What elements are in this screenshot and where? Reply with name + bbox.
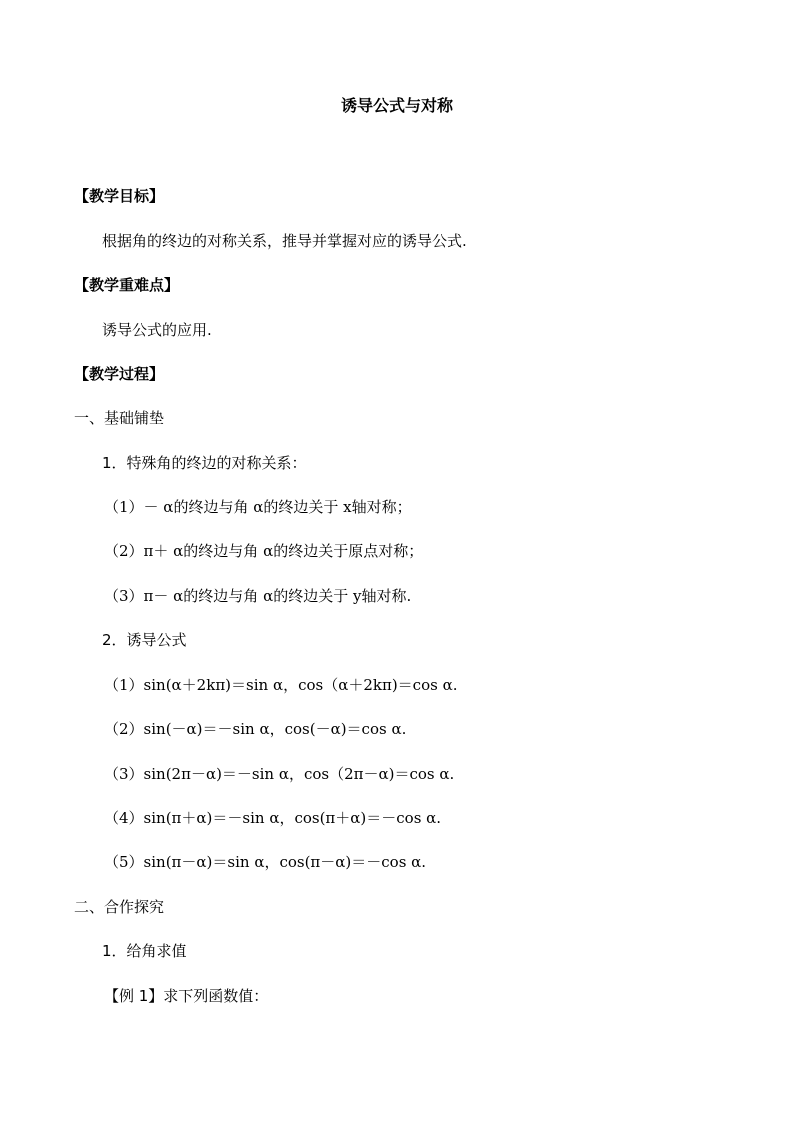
formula-5: （5）sin(π－α)＝sin α，cos(π－α)＝－cos α. bbox=[104, 853, 427, 871]
process-heading: 【教学过程】 bbox=[74, 365, 165, 383]
keypoints-heading: 【教学重难点】 bbox=[74, 276, 180, 294]
objectives-text: 根据角的终边的对称关系，推导并掌握对应的诱导公式. bbox=[102, 232, 467, 250]
part1-item2: 2．诱导公式 bbox=[102, 631, 187, 649]
part1-item1: 1．特殊角的终边的对称关系： bbox=[102, 454, 307, 472]
page-title: 诱导公式与对称 bbox=[340, 96, 453, 115]
formula-4: （4）sin(π＋α)＝－sin α，cos(π＋α)＝－cos α. bbox=[104, 809, 442, 827]
symmetry-line-2: （2）π＋ α的终边与角 α的终边关于原点对称； bbox=[104, 542, 424, 560]
keypoints-text: 诱导公式的应用. bbox=[102, 321, 212, 339]
part1-heading: 一、基础铺垫 bbox=[74, 409, 165, 427]
part2-item1: 1．给角求值 bbox=[102, 942, 187, 960]
symmetry-line-3: （3）π－ α的终边与角 α的终边关于 y轴对称. bbox=[104, 587, 412, 605]
objectives-heading: 【教学目标】 bbox=[74, 187, 165, 205]
formula-2: （2）sin(－α)＝－sin α，cos(－α)＝cos α. bbox=[104, 720, 407, 738]
example-1: 【例 1】求下列函数值： bbox=[104, 987, 269, 1005]
formula-1: （1）sin(α＋2kπ)＝sin α，cos（α＋2kπ)＝cos α. bbox=[104, 676, 458, 694]
formula-3: （3）sin(2π－α)＝－sin α，cos（2π－α)＝cos α. bbox=[104, 765, 455, 783]
symmetry-line-1: （1）－ α的终边与角 α的终边关于 x轴对称； bbox=[104, 498, 412, 516]
part2-heading: 二、合作探究 bbox=[74, 898, 165, 916]
